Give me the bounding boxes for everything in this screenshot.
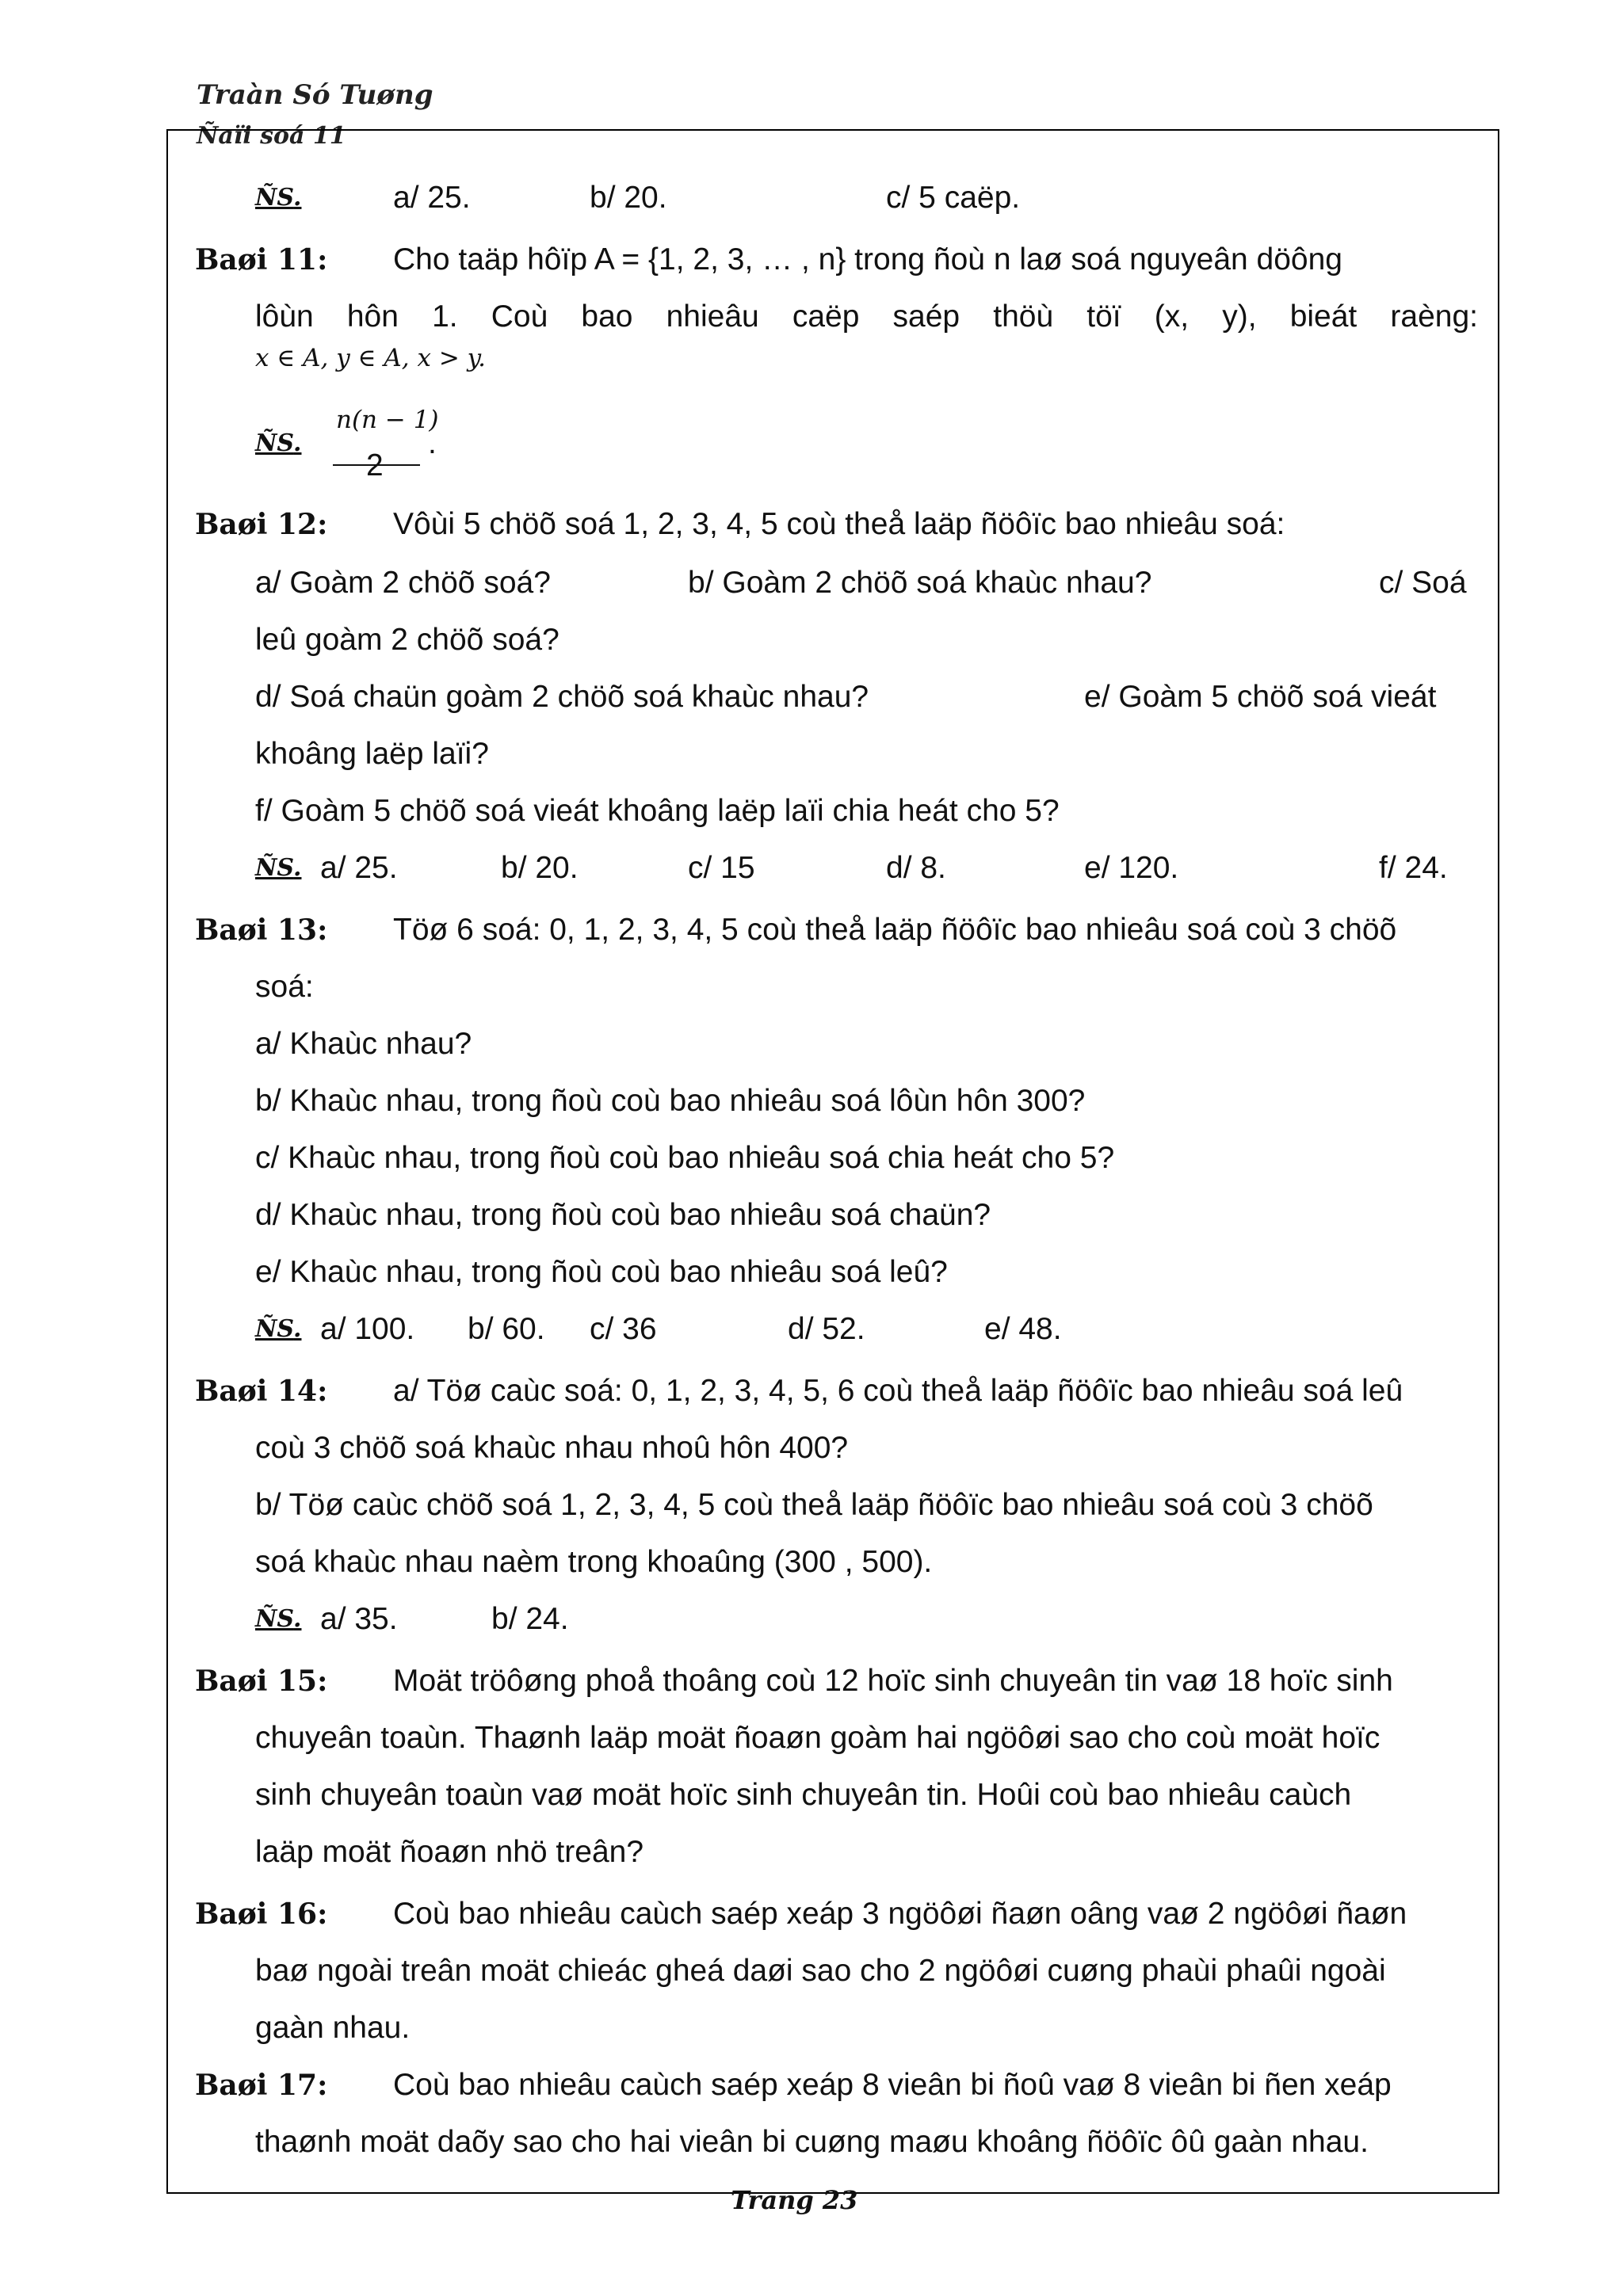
bai12-answer: e/ 120. [1084, 851, 1179, 885]
bai13-d: d/ Khaùc nhau, trong ñoù coù bao nhieâu soá chaün? [255, 1198, 991, 1232]
bai15-line2: chuyeân toaùn. Thaønh laäp moät ñoaøn goàm hai ngöôøi sao cho coù moät hoïc [255, 1721, 1381, 1755]
word: caëp [792, 299, 860, 334]
word: bieát [1289, 299, 1358, 334]
word: hôn [346, 299, 399, 334]
period: . [428, 426, 437, 460]
bai13-answer: d/ 52. [788, 1312, 865, 1346]
bai13-b: b/ Khaùc nhau, trong ñoù coù bao nhieâu soá lôùn hôn 300? [255, 1084, 1086, 1118]
bai11-condition: x ∈ A, y ∈ A, x > y. [255, 344, 486, 372]
bai14-line4: soá khaùc nhau naèm trong khoaûng (300 , 500). [255, 1545, 933, 1579]
exercise-label: Baøi 16: [195, 1897, 328, 1931]
word: töï [1086, 299, 1121, 334]
word: lôùn [255, 299, 314, 334]
bai12-answer: f/ 24. [1379, 851, 1448, 885]
answer-tag: ÑS. [255, 854, 302, 882]
answer-tag: ÑS. [255, 429, 302, 457]
bai10-answer-c: c/ 5 caëp. [886, 181, 1021, 215]
bai12-c: c/ Soá [1379, 566, 1467, 600]
word: nhieâu [666, 299, 759, 334]
header-author: Traàn Só Tuøng [197, 79, 433, 111]
bai15-line3: sinh chuyeân toaùn vaø moät hoïc sinh chuyeân tin. Hoûi coù bao nhieâu caùch [255, 1778, 1352, 1812]
bai15-line1: Moät tröôøng phoå thoâng coù 12 hoïc sinh chuyeân tin vaø 18 hoïc sinh [393, 1664, 1393, 1698]
bai11-line1: Cho taäp hôïp A = {1, 2, 3, … , n} trong ñoù n laø soá nguyeân döông [393, 242, 1342, 277]
bai13-answer: e/ 48. [984, 1312, 1062, 1346]
bai10-answer-b: b/ 20. [590, 181, 667, 215]
bai12-a: a/ Goàm 2 chöõ soá? [255, 566, 551, 600]
bai12-answer: c/ 15 [688, 851, 755, 885]
bai13-a: a/ Khaùc nhau? [255, 1027, 472, 1061]
answer-tag: ÑS. [255, 184, 302, 212]
exercise-label: Baøi 14: [195, 1375, 328, 1408]
exercise-label: Baøi 12: [195, 508, 328, 541]
page-number: Trang 23 [731, 2185, 858, 2215]
bai13-answer: b/ 60. [468, 1312, 545, 1346]
word: (x, [1154, 299, 1190, 334]
bai11-answer-denominator: 2 [366, 448, 384, 482]
bai13-answer: c/ 36 [590, 1312, 657, 1346]
bai13-c: c/ Khaùc nhau, trong ñoù coù bao nhieâu soá chia heát cho 5? [255, 1141, 1115, 1175]
bai13-line2: soá: [255, 970, 314, 1004]
word: raèng: [1390, 299, 1478, 334]
word: bao [581, 299, 633, 334]
exercise-label: Baøi 11: [195, 243, 328, 277]
bai16-line1: Coù bao nhieâu caùch saép xeáp 3 ngöôøi ñaøn oâng vaø 2 ngöôøi ñaøn [393, 1897, 1407, 1931]
bai12-e: e/ Goàm 5 chöõ soá vieát [1084, 680, 1437, 714]
word: saép [892, 299, 960, 334]
exercise-label: Baøi 17: [195, 2069, 328, 2102]
bai13-answer: a/ 100. [320, 1312, 415, 1346]
bai12-answer: a/ 25. [320, 851, 398, 885]
bai12-f: f/ Goàm 5 chöõ soá vieát khoâng laëp laïi chia heát cho 5? [255, 794, 1060, 828]
bai10-answer-a: a/ 25. [393, 181, 471, 215]
bai17-line1: Coù bao nhieâu caùch saép xeáp 8 vieân bi ñoû vaø 8 vieân bi ñen xeáp [393, 2068, 1392, 2102]
word: Coù [491, 299, 548, 334]
bai14-line2: coù 3 chöõ soá khaùc nhau nhoû hôn 400? [255, 1431, 849, 1465]
bai14-answer: a/ 35. [320, 1602, 398, 1636]
bai15-line4: laäp moät ñoaøn nhö treân? [255, 1835, 644, 1869]
word: thöù [993, 299, 1054, 334]
bai11-line2 [255, 296, 1478, 338]
bai16-line2: baø ngoài treân moät chieác gheá daøi sao cho 2 ngöôøi cuøng phaùi phaûi ngoài [255, 1954, 1386, 1988]
bai11-answer-numerator: n(n − 1) [336, 406, 439, 434]
answer-tag: ÑS. [255, 1315, 302, 1343]
bai16-line3: gaàn nhau. [255, 2011, 411, 2045]
word: y), [1222, 299, 1257, 334]
bai14-line1: a/ Töø caùc soá: 0, 1, 2, 3, 4, 5, 6 coù theå laäp ñöôïc bao nhieâu soá leû [393, 1374, 1403, 1408]
bai12-answer: b/ 20. [501, 851, 579, 885]
exercise-label: Baøi 15: [195, 1665, 328, 1698]
answer-tag: ÑS. [255, 1605, 302, 1633]
bai12-b: b/ Goàm 2 chöõ soá khaùc nhau? [688, 566, 1152, 600]
exercise-label: Baøi 13: [195, 913, 328, 947]
bai14-answer: b/ 24. [491, 1602, 569, 1636]
header-subject: Ñaïi soá 11 [197, 122, 346, 150]
bai14-line3: b/ Töø caùc chöõ soá 1, 2, 3, 4, 5 coù theå laäp ñöôïc bao nhieâu soá coù 3 chöõ [255, 1488, 1373, 1522]
bai13-e: e/ Khaùc nhau, trong ñoù coù bao nhieâu soá leû? [255, 1255, 948, 1289]
bai12-d: d/ Soá chaün goàm 2 chöõ soá khaùc nhau? [255, 680, 869, 714]
bai17-line2: thaønh moät daõy sao cho hai vieân bi cuøng maøu khoâng ñöôïc ôû gaàn nhau. [255, 2125, 1369, 2159]
bai13-line1: Töø 6 soá: 0, 1, 2, 3, 4, 5 coù theå laäp ñöôïc bao nhieâu soá coù 3 chöõ [393, 913, 1397, 947]
bai12-answer: d/ 8. [886, 851, 946, 885]
bai12-line1: Vôùi 5 chöõ soá 1, 2, 3, 4, 5 coù theå laäp ñöôïc bao nhieâu soá: [393, 507, 1285, 541]
bai12-e-cont: khoâng laëp laïi? [255, 737, 489, 771]
bai12-c-cont: leû goàm 2 chöõ soá? [255, 623, 559, 657]
word: 1. [432, 299, 458, 334]
